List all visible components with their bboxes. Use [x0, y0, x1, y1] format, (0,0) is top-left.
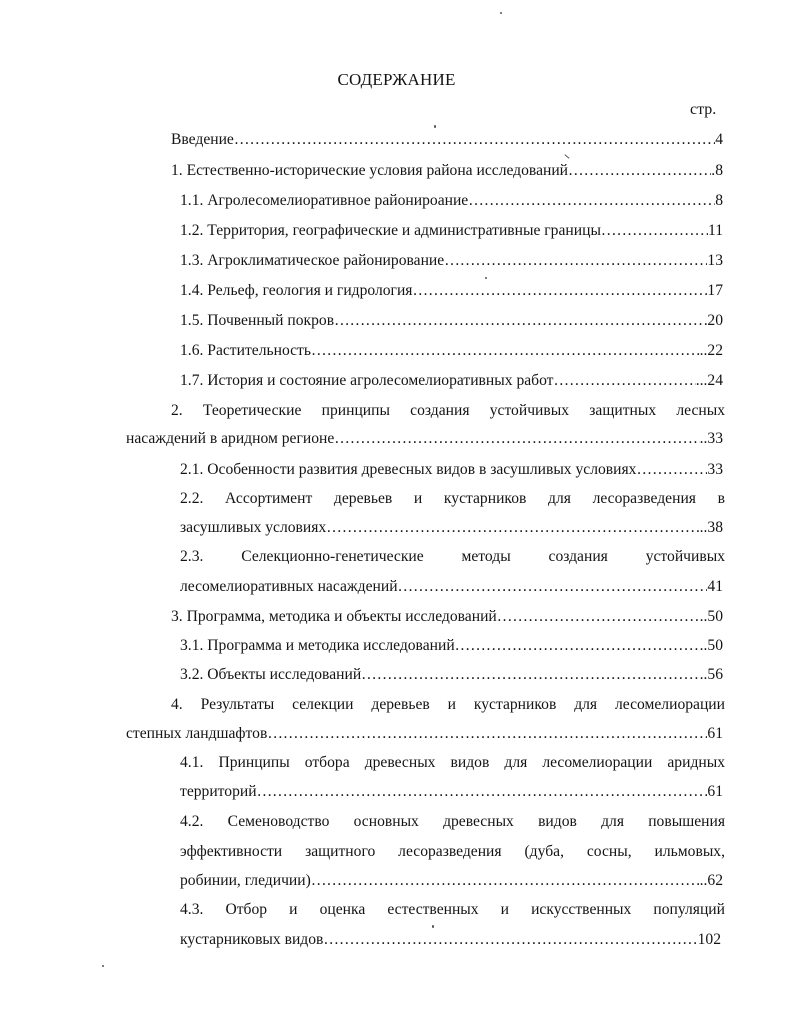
toc-entry-page: ..62 — [699, 872, 723, 889]
scan-speck — [102, 965, 104, 967]
toc-entry-text: 1.6. Растительность — [180, 342, 311, 359]
toc-entry-1-3 — [180, 250, 723, 272]
dot-leader — [334, 310, 707, 332]
toc-entry-text: 1.5. Почвенный покров — [180, 312, 335, 329]
toc-entry-2-2 — [180, 517, 723, 539]
toc-entry-chapter-4-line1: 4. Результаты селекции деревьев и кустарников для лесомелиорации — [171, 696, 725, 713]
toc-entry-text: 1.7. История и состояние агролесомелиоративных работ — [180, 372, 554, 389]
toc-entry-page: 13 — [707, 252, 723, 269]
toc-entry-text: 3.2. Объекты исследований — [180, 666, 362, 683]
dot-leader — [234, 129, 715, 151]
toc-entry-1-1 — [180, 190, 723, 212]
toc-entry-chapter-1 — [171, 160, 723, 182]
toc-entry-text: насаждений в аридном регионе — [126, 430, 335, 447]
dot-leader — [554, 370, 696, 392]
toc-entry-3-2 — [180, 664, 723, 686]
dot-leader — [444, 250, 707, 272]
toc-entry-page: ..38 — [699, 519, 723, 536]
toc-entry-text: 1. Естественно-исторические условия района исследований — [171, 162, 569, 179]
toc-entry-chapter-2-line1: 2. Теоретические принципы создания устойчивых защитных лесных — [171, 402, 725, 419]
toc-entry-text: 2.1. Особенности развития древесных видов в засушливых условиях — [180, 461, 637, 478]
toc-entry-2-3 — [180, 576, 723, 598]
toc-entry-1-4 — [180, 280, 723, 302]
toc-entry-page: 8 — [715, 192, 723, 209]
dot-leader — [412, 280, 707, 302]
dot-leader — [568, 160, 711, 182]
dot-leader — [326, 517, 699, 539]
toc-entry-1-7 — [180, 370, 723, 392]
toc-entry-page: 11 — [707, 222, 723, 239]
toc-entry-4-2-line1: 4.2. Семеноводство основных древесных видов для повышения — [180, 813, 725, 830]
toc-entry-introduction — [171, 129, 723, 151]
toc-entry-page: ..50 — [699, 637, 723, 654]
dot-leader — [468, 190, 715, 212]
toc-entry-text: 1.3. Агроклиматическое районирование — [180, 252, 445, 269]
dot-leader — [257, 781, 708, 803]
toc-entry-page: 17 — [707, 282, 723, 299]
toc-entry-text: степных ландшафтов — [126, 725, 268, 742]
toc-entry-text: лесомелиоративных насаждений — [180, 578, 398, 595]
toc-entry-1-2 — [180, 220, 723, 242]
toc-entry-text: 1.2. Территория, географические и административные границы — [180, 222, 601, 239]
toc-entry-4-1-line1: 4.1. Принципы отбора древесных видов для лесомелиорации аридных — [180, 754, 725, 771]
page-title: СОДЕРЖАНИЕ — [337, 70, 456, 89]
toc-entry-2-3-line1: 2.3. Селекционно-генетические методы создания устойчивых — [180, 548, 725, 565]
toc-entry-page: 41 — [707, 578, 723, 595]
toc-entry-page: 61 — [707, 783, 723, 800]
scan-speck — [485, 277, 487, 279]
dot-leader — [267, 723, 707, 745]
toc-entry-4-1 — [180, 781, 723, 803]
toc-entry-chapter-2 — [126, 428, 723, 450]
dot-leader — [636, 459, 707, 481]
dot-leader — [398, 576, 708, 598]
toc-entry-3-1 — [180, 635, 723, 657]
toc-entry-text: Введение — [171, 131, 234, 148]
toc-entry-text: 1.1. Агролесомелиоративное районироание — [180, 192, 469, 209]
dot-leader — [497, 606, 700, 628]
toc-entry-page: ..33 — [699, 430, 723, 447]
toc-entry-text: 3. Программа, методика и объекты исследований — [171, 608, 497, 625]
toc-entry-4-3 — [180, 929, 721, 951]
toc-entry-page: 61 — [707, 725, 723, 742]
toc-entry-chapter-3 — [171, 606, 723, 628]
toc-entry-4-3-line1: 4.3. Отбор и оценка естественных и искусственных популяций — [180, 901, 725, 918]
toc-entry-page: ..56 — [699, 666, 723, 683]
toc-entry-text: 1.4. Рельеф, геология и гидрология — [180, 282, 413, 299]
dot-leader — [334, 428, 699, 450]
dot-leader — [311, 340, 700, 362]
toc-entry-page: .8 — [711, 162, 723, 179]
toc-entry-text: робинии, гледичии) — [180, 872, 311, 889]
dot-leader — [601, 220, 708, 242]
dot-leader — [455, 635, 700, 657]
toc-entry-4-2 — [180, 870, 723, 892]
page-column-label: стр. — [690, 101, 717, 118]
toc-entry-2-1 — [180, 459, 723, 481]
toc-entry-text: кустарниковых видов — [180, 931, 324, 948]
scan-speck — [500, 12, 502, 14]
toc-entry-text: засушливых условиях — [180, 519, 327, 536]
dot-leader — [361, 664, 699, 686]
toc-entry-page: ...24 — [695, 372, 723, 389]
toc-entry-chapter-4 — [126, 723, 723, 745]
scan-speck — [564, 154, 569, 159]
toc-entry-page: ..22 — [699, 342, 723, 359]
toc-entry-page: 4 — [715, 131, 723, 148]
toc-entry-page: ..50 — [699, 608, 723, 625]
toc-entry-text: 3.1. Программа и методика исследований — [180, 637, 455, 654]
scan-speck — [434, 125, 436, 128]
toc-entry-1-5 — [180, 310, 723, 332]
dot-leader — [311, 870, 700, 892]
toc-entry-page: 20 — [707, 312, 723, 329]
scan-speck — [432, 925, 434, 928]
dot-leader — [323, 929, 697, 951]
toc-entry-4-2-line2: эффективности защитного лесоразведения (дуба, сосны, ильмовых, — [180, 843, 725, 860]
toc-entry-page: 33 — [707, 461, 723, 478]
toc-entry-page: 102 — [697, 931, 721, 948]
toc-entry-text: территорий — [180, 783, 257, 800]
toc-entry-1-6 — [180, 340, 723, 362]
toc-entry-2-2-line1: 2.2. Ассортимент деревьев и кустарников для лесоразведения в — [180, 490, 725, 507]
